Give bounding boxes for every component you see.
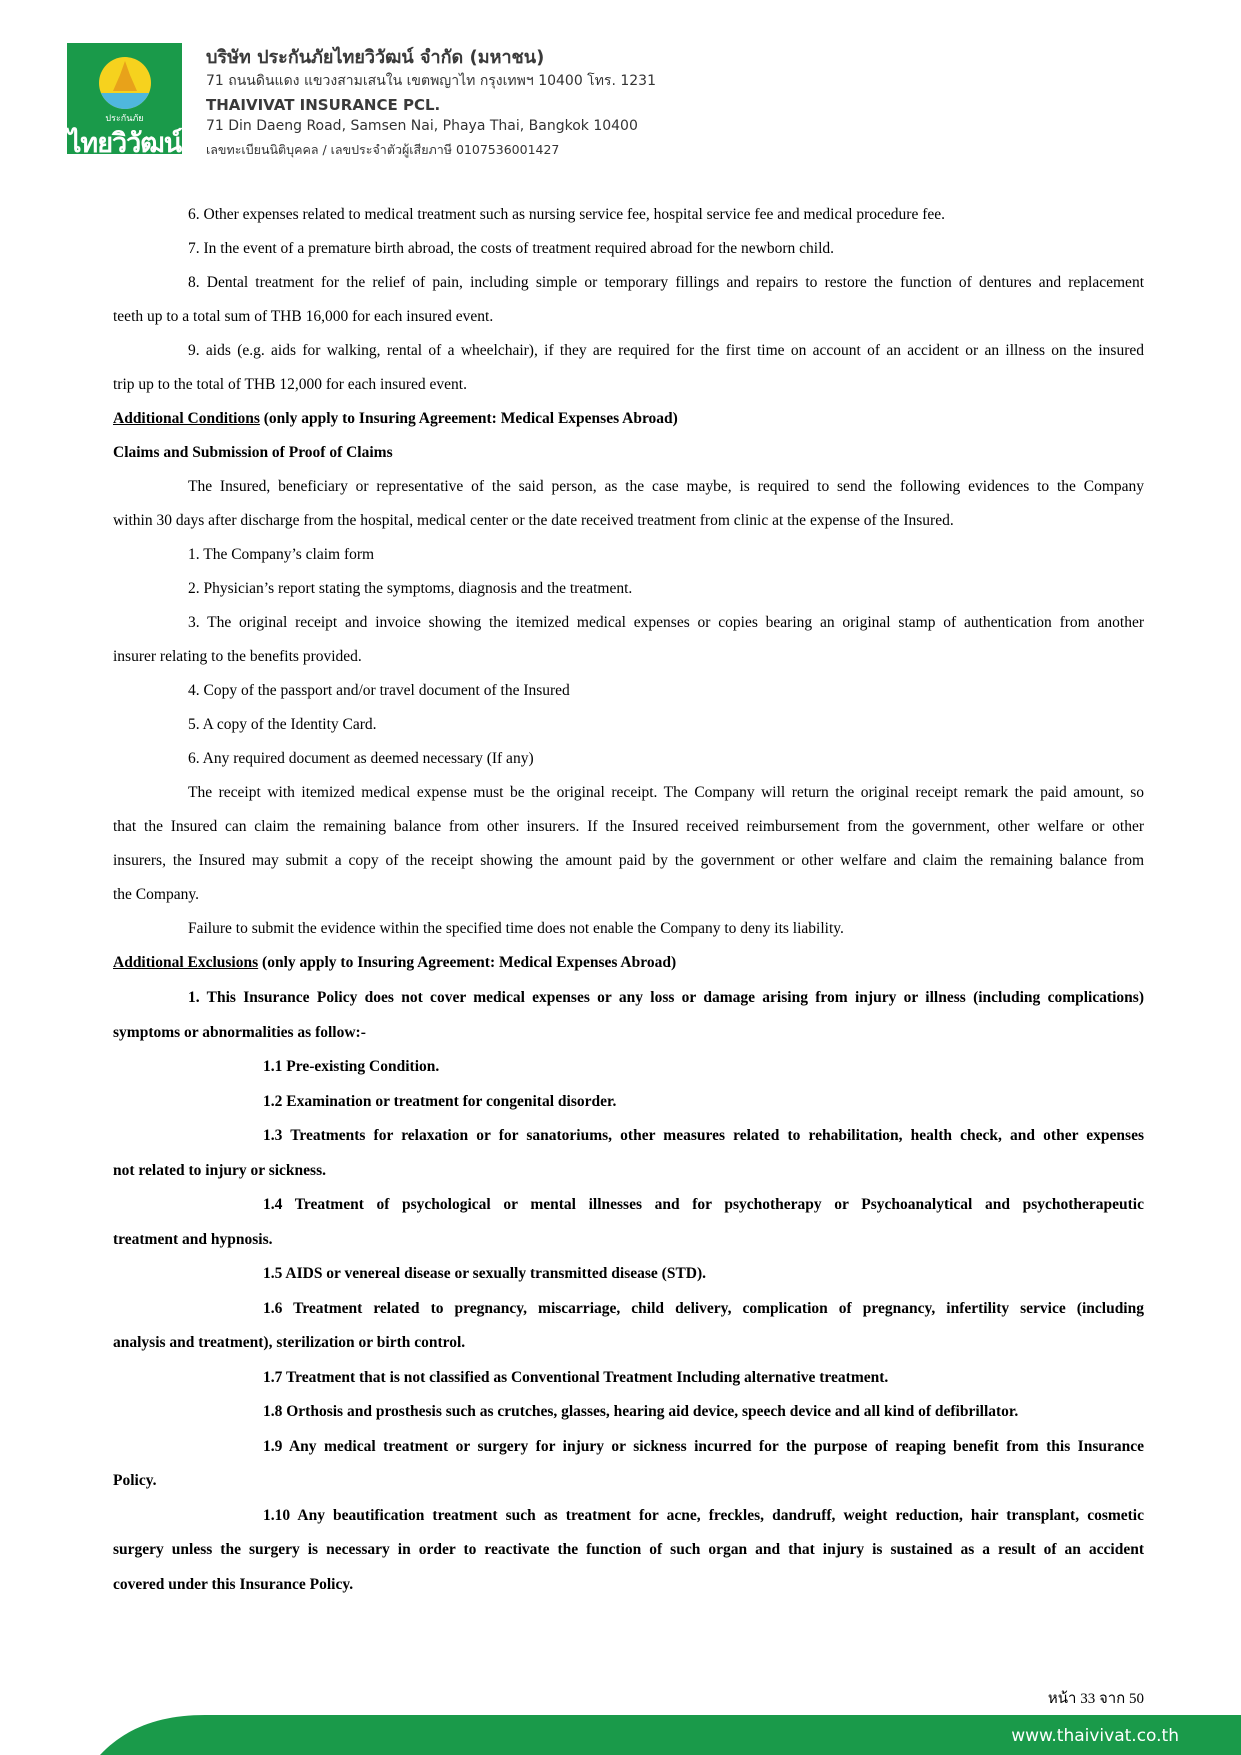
registration-number: เลขทะเบียนนิติบุคคล / เลขประจำตัวผู้เสียภาษี 0107536001427 <box>206 142 560 157</box>
text-line: 1. The Company’s claim form <box>188 546 375 563</box>
text-line: analysis and treatment), sterilization or birth control. <box>113 1334 466 1351</box>
text-line: 1. This Insurance Policy does not cover medical expenses or any loss or damage arising from injury or illness (including complications) <box>188 989 1144 1006</box>
page-number: หน้า 33 จาก 50 <box>1047 1691 1144 1707</box>
text-line: treatment and hypnosis. <box>113 1231 273 1248</box>
text-line: that the Insured can claim the remaining balance from other insurers. If the Insured received reimbursement from the government, other welfare or other <box>113 818 1144 835</box>
company-name-th: บริษัท ประกันภัยไทยวิวัฒน์ จำกัด (มหาชน) <box>206 47 545 68</box>
text-line: surgery unless the surgery is necessary in order to reactivate the function of such organ and that injury is sustained as a result of an accident <box>113 1541 1144 1558</box>
logo-sun-icon <box>99 57 151 109</box>
section-heading <box>113 410 1144 428</box>
text-line: 1.10 Any beautification treatment such as treatment for acne, freckles, dandruff, weight reduction, hair transplant, cosmetic <box>263 1507 1144 1524</box>
text-line: insurers, the Insured may submit a copy of the receipt showing the amount paid by the government or other welfare and claim the remaining balance from <box>113 852 1144 869</box>
text-line: 1.5 AIDS or venereal disease or sexually transmitted disease (STD). <box>263 1265 707 1282</box>
text-line: trip up to the total of THB 12,000 for each insured event. <box>113 376 467 393</box>
text-line: The Insured, beneficiary or representative of the said person, as the case maybe, is required to send the following evidences to the Company <box>188 478 1144 495</box>
text-line: 1.9 Any medical treatment or surgery for injury or sickness incurred for the purpose of reaping benefit from this Insurance <box>263 1438 1144 1455</box>
logo-temple-icon <box>113 61 137 95</box>
section-heading <box>113 954 1144 972</box>
section-heading-rest: (only apply to Insuring Agreement: Medical Expenses Abroad) <box>258 954 677 971</box>
text-line: 6. Other expenses related to medical treatment such as nursing service fee, hospital service fee and medical procedure fee. <box>188 206 946 223</box>
text-line: Policy. <box>113 1472 157 1489</box>
text-line: 9. aids (e.g. aids for walking, rental of a wheelchair), if they are required for the first time on account of an accident or an illness on the insured <box>188 342 1144 359</box>
address-th: 71 ถนนดินแดง แขวงสามเสนใน เขตพญาไท กรุงเทพฯ 10400 โทร. 1231 <box>206 73 656 89</box>
text-line: 6. Any required document as deemed necessary (If any) <box>188 750 534 767</box>
text-line: 5. A copy of the Identity Card. <box>188 716 377 733</box>
text-line: 8. Dental treatment for the relief of pain, including simple or temporary fillings and repairs to restore the function of dentures and replacement <box>188 274 1144 291</box>
text-line: 1.1 Pre-existing Condition. <box>263 1058 440 1075</box>
text-line: within 30 days after discharge from the hospital, medical center or the date received treatment from clinic at the expense of the Insured. <box>113 512 954 529</box>
subheading: Claims and Submission of Proof of Claims <box>113 444 393 461</box>
company-logo <box>67 43 182 159</box>
text-line: 1.3 Treatments for relaxation or for sanatoriums, other measures related to rehabilitation, health check, and other expenses <box>263 1127 1144 1144</box>
text-line: 1.8 Orthosis and prosthesis such as crutches, glasses, hearing aid device, speech device and all kind of defibrillator. <box>263 1403 1019 1420</box>
text-line: symptoms or abnormalities as follow:- <box>113 1024 366 1041</box>
text-line: the Company. <box>113 886 199 903</box>
text-line: teeth up to a total sum of THB 16,000 for each insured event. <box>113 308 494 325</box>
text-line: 3. The original receipt and invoice showing the itemized medical expenses or copies bearing an original stamp of authentication from another <box>188 614 1144 631</box>
text-line: 1.7 Treatment that is not classified as Conventional Treatment Including alternative treatment. <box>263 1369 889 1386</box>
text-line: 1.2 Examination or treatment for congenital disorder. <box>263 1093 617 1110</box>
text-line: 1.6 Treatment related to pregnancy, miscarriage, child delivery, complication of pregnancy, infertility service (including <box>263 1300 1144 1317</box>
text-line: insurer relating to the benefits provided. <box>113 648 362 665</box>
address-en: 71 Din Daeng Road, Samsen Nai, Phaya Thai, Bangkok 10400 <box>206 118 638 134</box>
text-line: covered under this Insurance Policy. <box>113 1576 354 1593</box>
section-heading-rest: (only apply to Insuring Agreement: Medical Expenses Abroad) <box>259 410 678 427</box>
text-line: 7. In the event of a premature birth abroad, the costs of treatment required abroad for the newborn child. <box>188 240 835 257</box>
website-link[interactable]: www.thaivivat.co.th <box>1011 1726 1179 1746</box>
text-line: 1.4 Treatment of psychological or mental illnesses and for psychotherapy or Psychoanalytical and psychotherapeutic <box>263 1196 1144 1213</box>
logo-big-text: ไทยวิวัฒน์ <box>67 128 182 159</box>
section-heading-underlined: Additional Exclusions <box>113 954 259 971</box>
company-name-en: THAIVIVAT INSURANCE PCL. <box>206 96 441 114</box>
text-line: not related to injury or sickness. <box>113 1162 326 1179</box>
text-line: The receipt with itemized medical expense must be the original receipt. The Company will return the original receipt remark the paid amount, so <box>188 784 1144 801</box>
logo-small-text: ประกันภัย <box>105 114 144 124</box>
text-line: Failure to submit the evidence within the specified time does not enable the Company to deny its liability. <box>188 920 844 937</box>
text-line: 2. Physician’s report stating the symptoms, diagnosis and the treatment. <box>188 580 633 597</box>
section-heading-underlined: Additional Conditions <box>113 410 260 427</box>
text-line: 4. Copy of the passport and/or travel document of the Insured <box>188 682 570 699</box>
